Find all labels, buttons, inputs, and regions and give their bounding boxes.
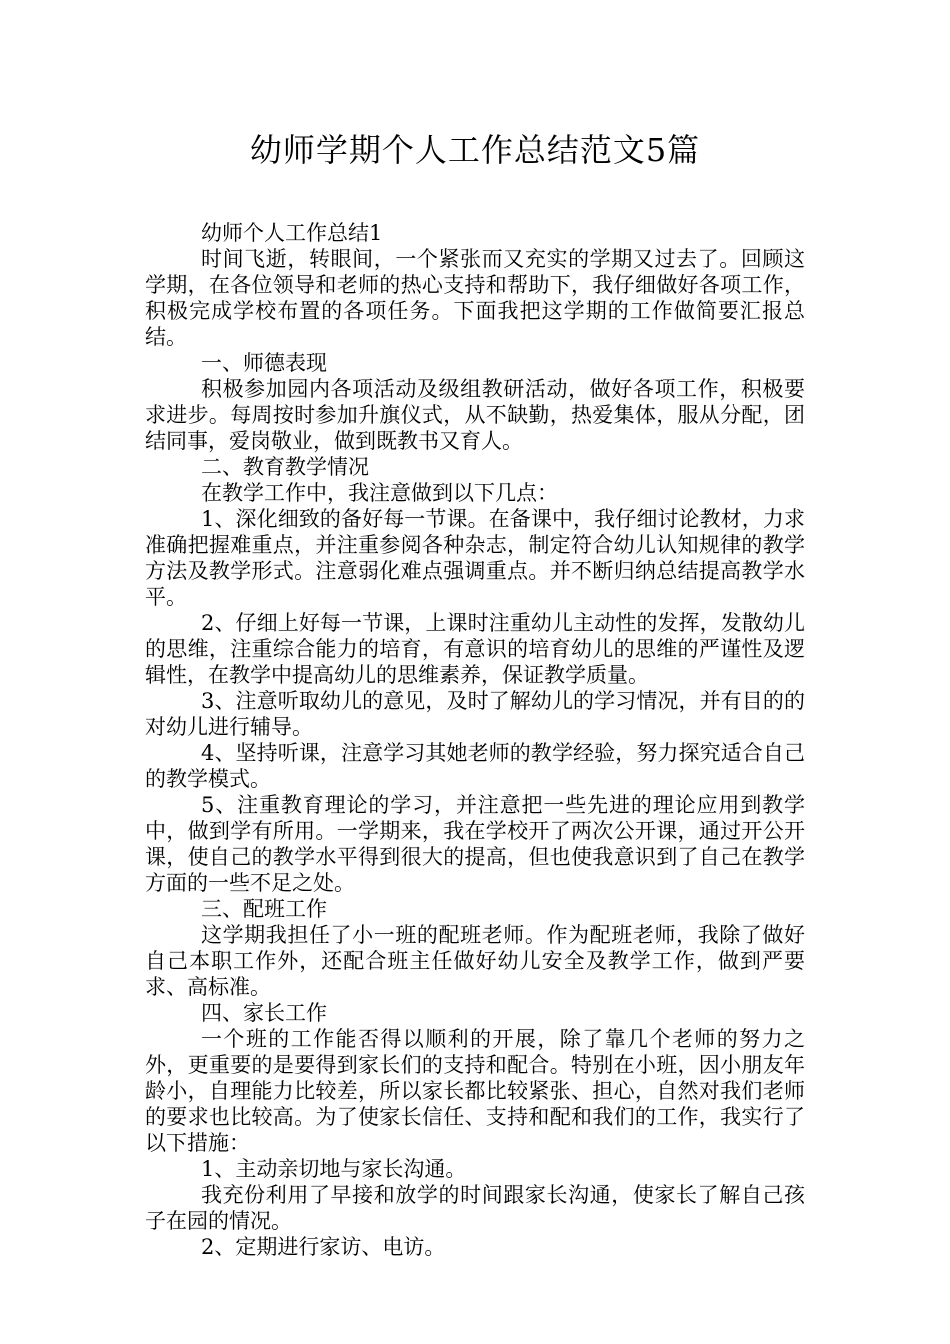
section-heading: 二、教育教学情况 bbox=[201, 455, 369, 479]
document-body bbox=[145, 220, 805, 1260]
paragraph: 1、主动亲切地与家长沟通。 bbox=[201, 1157, 467, 1181]
section-heading: 一、师德表现 bbox=[201, 351, 327, 375]
paragraph: 5、注重教育理论的学习，并注意把一些先进的理论应用到教学中，做到学有所用。一学期来，我在学校开了两次公开课，通过开公开课，使自己的教学水平得到很大的提高，但也使我意识到了自己在教学方面的一些不足之处。 bbox=[145, 793, 805, 895]
paragraph: 时间飞逝，转眼间，一个紧张而又充实的学期又过去了。回顾这学期，在各位领导和老师的热心支持和帮助下，我仔细做好各项工作，积极完成学校布置的各项任务。下面我把这学期的工作做简要汇报总结。 bbox=[145, 247, 805, 349]
paragraph: 这学期我担任了小一班的配班老师。作为配班老师，我除了做好自己本职工作外，还配合班主任做好幼儿安全及教学工作，做到严要求、高标准。 bbox=[145, 923, 805, 999]
section-heading: 四、家长工作 bbox=[201, 1001, 327, 1025]
paragraph: 4、坚持听课，注意学习其她老师的教学经验，努力探究适合自己的教学模式。 bbox=[145, 741, 805, 791]
document-title: 幼师学期个人工作总结范文5篇 bbox=[249, 131, 701, 169]
paragraph: 一个班的工作能否得以顺利的开展，除了靠几个老师的努力之外，更重要的是要得到家长们的支持和配合。特别在小班，因小朋友年龄小，自理能力比较差，所以家长都比较紧张、担心，自然对我们老师的要求也比较高。为了使家长信任、支持和配和我们的工作，我实行了以下措施： bbox=[145, 1027, 805, 1155]
paragraph: 2、定期进行家访、电访。 bbox=[201, 1235, 446, 1259]
paragraph: 我充份利用了早接和放学的时间跟家长沟通，使家长了解自己孩子在园的情况。 bbox=[145, 1183, 805, 1233]
paragraph: 在教学工作中，我注意做到以下几点： bbox=[201, 481, 558, 505]
section-heading: 三、配班工作 bbox=[201, 897, 327, 921]
paragraph: 2、仔细上好每一节课，上课时注重幼儿主动性的发挥，发散幼儿的思维，注重综合能力的培育，有意识的培育幼儿的思维的严谨性及逻辑性，在教学中提高幼儿的思维素养，保证教学质量。 bbox=[145, 611, 805, 687]
paragraph: 幼师个人工作总结1 bbox=[201, 221, 383, 245]
paragraph: 1、深化细致的备好每一节课。在备课中，我仔细讨论教材，力求准确把握难重点，并注重参阅各种杂志，制定符合幼儿认知规律的教学方法及教学形式。注意弱化难点强调重点。并不断归纳总结提高教学水平。 bbox=[145, 507, 805, 609]
document-page bbox=[145, 0, 805, 1260]
paragraph: 积极参加园内各项活动及级组教研活动，做好各项工作，积极要求进步。每周按时参加升旗仪式，从不缺勤，热爱集体，服从分配，团结同事，爱岗敬业，做到既教书又育人。 bbox=[145, 377, 805, 453]
paragraph: 3、注意听取幼儿的意见，及时了解幼儿的学习情况，并有目的的对幼儿进行辅导。 bbox=[145, 689, 805, 739]
